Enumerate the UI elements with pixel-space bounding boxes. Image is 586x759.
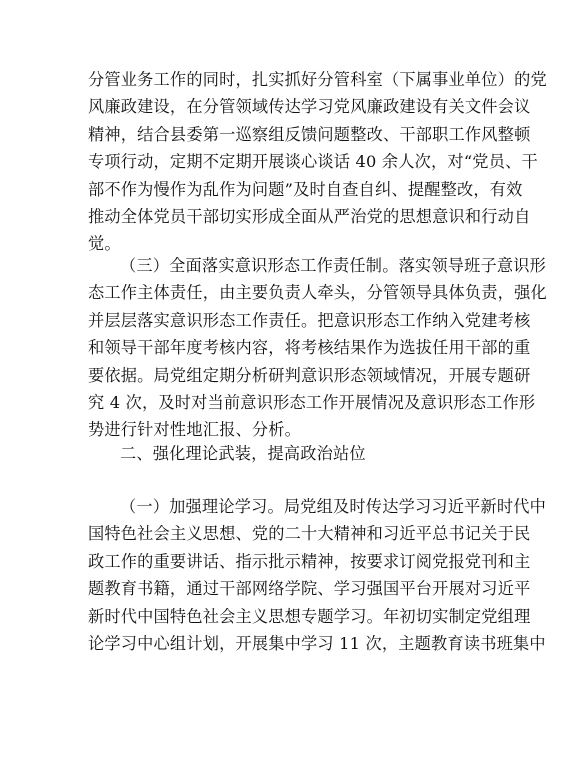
text-line: 风廉政建设，在分管领域传达学习党风廉政建设有关文件会议 <box>88 97 531 117</box>
text-line: 专项行动，定期不定期开展谈心谈话 40 余人次，对“党员、干 <box>88 152 538 172</box>
text-line: （一）加强理论学习。局党组及时传达学习习近平新时代中 <box>120 497 547 516</box>
text-line: 分管业务工作的同时，扎实抓好分管科室（下属事业单位）的党 <box>88 70 547 89</box>
text-line: 部不作为慢作为乱作为问题”及时自查自纠、提醒整改，有效 <box>88 179 523 199</box>
text-line: 要依据。局党组定期分析研判意识形态领域情况，开展专题研 <box>88 365 531 385</box>
text-line: 觉。 <box>88 234 121 254</box>
text-line: 究 4 次，及时对当前意识形态工作开展情况及意识形态工作形 <box>88 392 536 412</box>
text-line: 政工作的重要讲话、指示批示精神，按要求订阅党报党刊和主 <box>88 551 531 571</box>
text-line: 新时代中国特色社会主义思想专题学习。年初切实制定党组理 <box>88 606 531 626</box>
section-heading <box>88 440 502 467</box>
text-line: 精神，结合县委第一巡察组反馈问题整改、干部职工作风整顿 <box>88 124 531 144</box>
text-line: 题教育书籍，通过干部网络学院、学习强国平台开展对习近平 <box>88 579 531 599</box>
heading-text: 二、强化理论武装，提高政治站位 <box>120 444 366 463</box>
text-line: 势进行针对性地汇报、分析。 <box>88 420 302 440</box>
text-line: （三）全面落实意识形态工作责任制。落实领导班子意识形 <box>120 256 547 275</box>
paragraph-theory-study <box>88 493 547 657</box>
paragraph-ideology-responsibility <box>88 252 547 444</box>
text-line: 国特色社会主义思想、党的二十大精神和习近平总书记关于民 <box>88 524 531 544</box>
text-line: 论学习中心组计划，开展集中学习 11 次，主题教育读书班集中 <box>88 633 546 653</box>
paragraph-party-conduct <box>88 66 547 258</box>
text-line: 态工作主体责任，由主要负责人牵头，分管领导具体负责，强化 <box>88 283 547 303</box>
text-line: 推动全体党员干部切实形成全面从严治党的思想意识和行动自 <box>88 206 531 226</box>
text-line: 并层层落实意识形态工作责任。把意识形态工作纳入党建考核 <box>88 310 531 330</box>
text-line: 和领导干部年度考核内容，将考核结果作为选拔任用干部的重 <box>88 338 531 358</box>
